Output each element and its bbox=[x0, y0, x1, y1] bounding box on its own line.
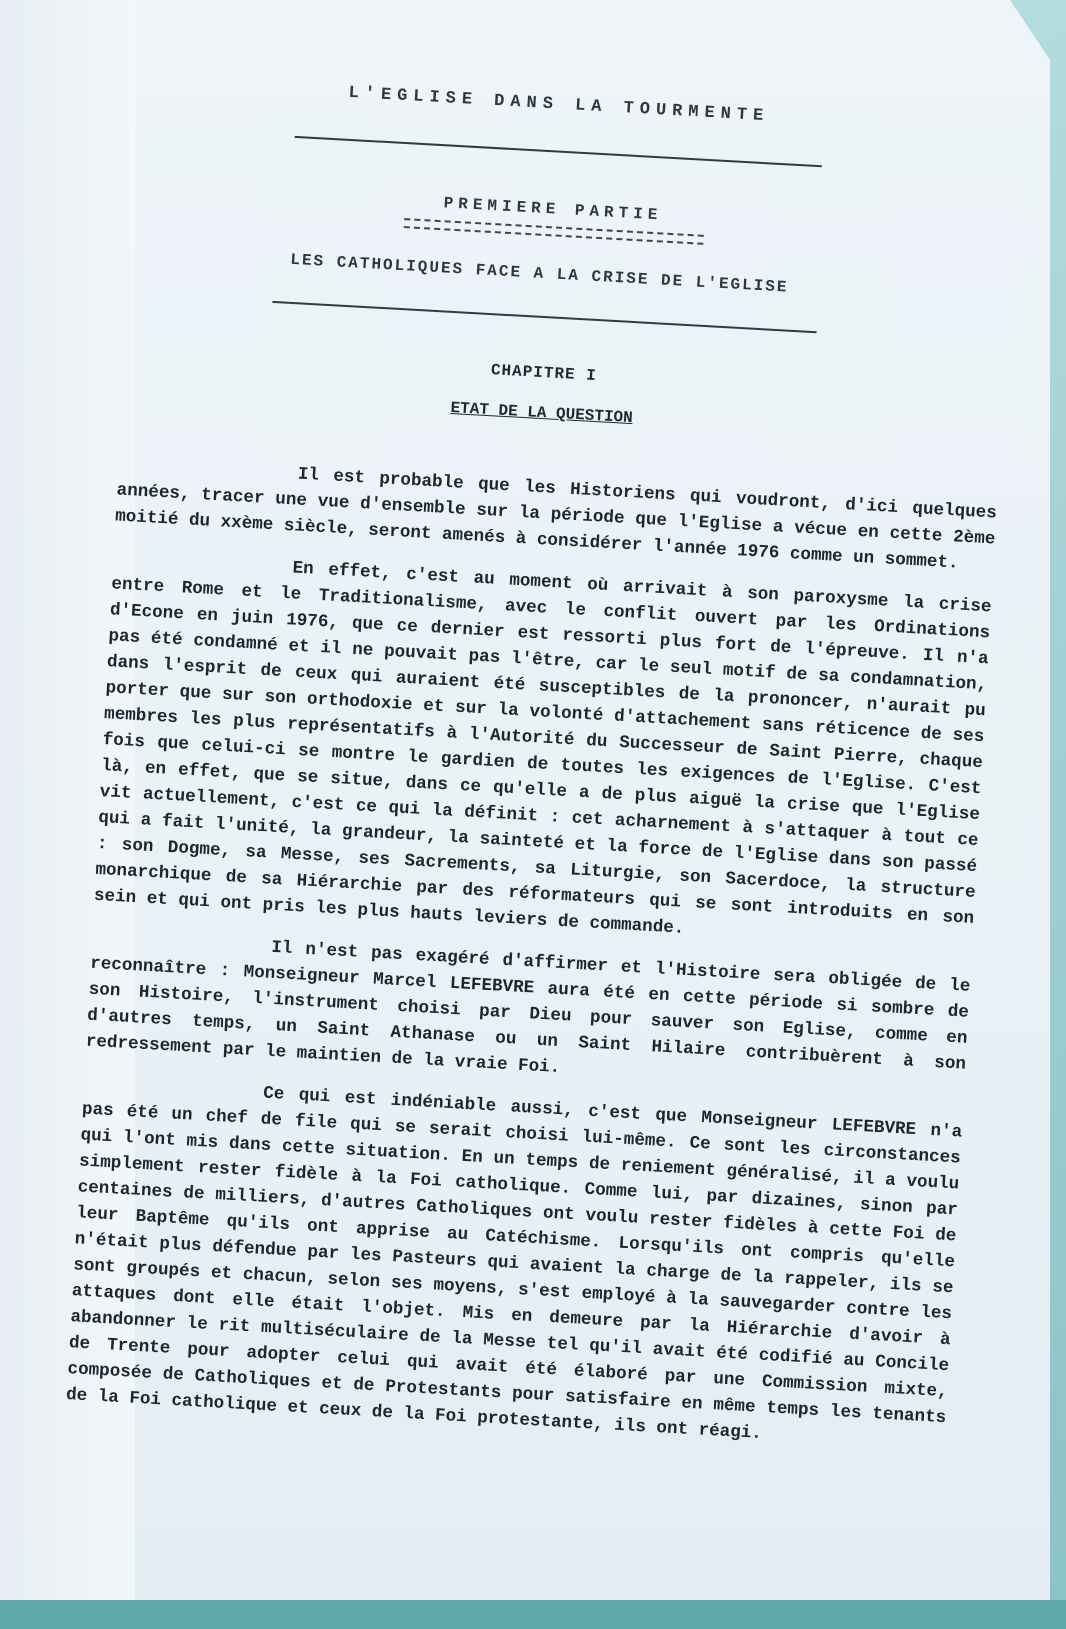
subtitle-underline bbox=[272, 301, 816, 333]
paragraph: Il est probable que les Historiens qui voudront, d'ici quelques années, tracer une vue d'ensemble sur la période que l'Eglise a vécue en cette 2ème moitié du xxème siècle, seront amenés à considérer l'année 1976 comme un sommet. bbox=[114, 464, 998, 574]
title-underline bbox=[295, 136, 822, 167]
body-text bbox=[64, 452, 997, 1474]
chapter-title: ETAT DE LA QUESTION bbox=[450, 398, 634, 428]
chapter-number: CHAPITRE I bbox=[490, 361, 598, 386]
paragraph: Il n'est pas exagéré d'affirmer et l'Histoire sera obligée de le reconnaître : Monseigneur Marcel LEFEBVRE aura été en cette période si sombre de son Histoire, l'instrument choisi par Dieu pour sauver son Eglise, comme en d'autres temps, un Saint Athanase ou un Saint Hilaire contribuèrent à son redressement par le maintien de la vraie Foi. bbox=[85, 937, 971, 1079]
part-heading: PREMIERE PARTIE bbox=[443, 194, 663, 225]
paragraph: En effet, c'est au moment où arrivait à son paroxysme la crise entre Rome et le Traditionalisme, avec le conflit ouvert par les Ordinations d'Econe en juin 1976, que ce dernier est ressorti plus fort de l'épreuve. Il n'a pas été condamné et il ne pouvait pas l'être, car le seul motif de sa condamnation, dans l'esprit de ceux qui auraient été susceptibles de la prononcer, n'aurait pu porter que sur son orthodoxie et sur la volonté d'attachement sans réticence de ses membres les plus représentatifs à l'Autorité du Successeur de Saint Pierre, chaque fois que celui-ci se montre le gardien de toutes les exigences de l'Eglise. C'est là, en effet, que se situe, dans ce qu'elle a de plus aiguë la crise que l'Eglise vit actuellement, c'est ce qui la définit : cet acharnement à s'attaquer à tout ce qui a fait l'unité, la grandeur, la sainteté et la force de l'Eglise dans son passé : son Dogme, sa Messe, ses Sacrements, sa Liturgie, son Sacerdoce, la structure monarchique de sa Hiérarchie par des réformateurs qui se sont introduits en son sein et qui ont pris les plus hauts leviers de commande. bbox=[93, 558, 993, 939]
part-subtitle: LES CATHOLIQUES FACE A LA CRISE DE L'EGLISE bbox=[289, 250, 789, 297]
book-title: L'EGLISE DANS LA TOURMENTE bbox=[348, 83, 770, 127]
paragraph: Ce qui est indéniable aussi, c'est que Monseigneur LEFEBVRE n'a pas été un chef de file qui se serait choisi lui-même. Ce sont les circonstances qui l'ont mis dans cette situation. En un temps de reniement généralisé, il a voulu simplement rester fidèle à la Foi catholique. Comme lui, par dizaines, sinon par centaines de milliers, d'autres Catholiques ont voulu rester fidèles à cette Foi de leur Baptême qu'ils ont apprise au Catéchisme. Lorsqu'ils ont compris qu'elle n'était plus défendue par les Pasteurs qui avaient la charge de la rappeler, ils se sont groupés et chacun, selon ses moyens, s'est employé à la sauvegarder contre les attaques dont elle était l'objet. Mis en demeure par la Hiérarchie d'avoir à abandonner le rit multiséculaire de la Messe tel qu'il avait été codifié au Concile de Trente pour adopter celui qui avait été élaboré par une Commission mixte, composée de Catholiques et de Protestants pour satisfaire en même temps les tenants de la Foi catholique et ceux de la Foi protestante, ils ont réagi. bbox=[65, 1083, 963, 1444]
